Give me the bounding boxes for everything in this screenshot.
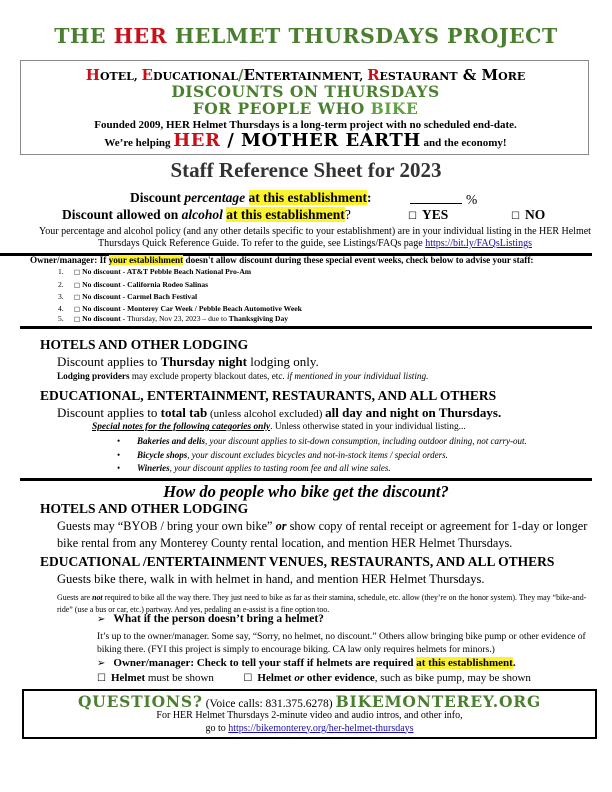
bullet-text: , your discount excludes bicycles and not-in-stock items / special orders. xyxy=(187,450,448,460)
opt2-bold-b: other evidence xyxy=(304,672,375,684)
how-lodging-heading: HOTELS AND OTHER LODGING xyxy=(40,501,249,516)
cap-h: H xyxy=(85,66,100,84)
checkbox-icon[interactable]: □ xyxy=(74,281,81,289)
divider xyxy=(20,326,592,329)
bullet-icon: • xyxy=(117,463,121,473)
event-extra: - Thursday, Nov 23, 2023 – due to xyxy=(120,314,229,323)
bullet-bold: Bicycle shops xyxy=(137,450,188,460)
edu-body-a: Discount applies to xyxy=(57,405,161,420)
policy-note-text: Your percentage and alcohol policy (and any other details specific to your establishment) are in your individual listing in the HER Helmet Thursdays Quick Reference Guide. To refer to the guide, see Listings/FAQs page xyxy=(39,226,591,249)
for-people-who: FOR PEOPLE WHO xyxy=(192,99,371,118)
how-lodging-b: show copy of rental receipt or agreement for 1-day or longer bike rental from any Monterey County rental location, and mention HER Helmet Thursdays. xyxy=(57,519,588,550)
discount-percentage-label xyxy=(130,190,372,206)
arrow-icon: ➢ xyxy=(97,614,106,625)
her-helmet-link[interactable]: https://bikemonterey.org/her-helmet-thursdays xyxy=(228,722,414,734)
pct-a: Discount xyxy=(130,190,185,205)
alcohol-no-checkbox[interactable] xyxy=(511,207,545,223)
edu-body-d: all day and night on Thursdays. xyxy=(325,405,502,420)
questions-label: QUESTIONS? xyxy=(77,692,203,711)
how-heading: How do people who bike get the discount? xyxy=(163,482,449,501)
owner-check-highlight: at this establishment xyxy=(416,657,513,669)
info-text: For HER Helmet Thursdays 2-minute video and audio intros, and other info, xyxy=(156,710,463,721)
event-text: - Monterey Car Week / Pebble Beach Automotive Week xyxy=(120,304,302,313)
bullet-bold: Bakeries and delis xyxy=(137,436,206,446)
yes-label: YES xyxy=(421,207,449,222)
honor-not: not xyxy=(92,593,103,602)
helmet-options xyxy=(97,672,531,684)
owner-check-a: Owner/manager: Check to tell your staff if helmets are required xyxy=(113,657,417,669)
lodging-note-a: Lodging providers xyxy=(57,371,130,381)
opt2-or: or xyxy=(294,672,305,684)
questions-line xyxy=(22,692,597,712)
event-item[interactable] xyxy=(58,292,197,301)
bullet-text: , your discount applies to sit-down consumption, including outdoor dining, not carry-out. xyxy=(205,436,527,446)
alc-b: allowed on xyxy=(116,207,182,222)
discounts-line-1: DISCOUNTS ON THURSDAYS xyxy=(171,82,440,101)
event-item[interactable] xyxy=(58,280,208,289)
special-notes xyxy=(92,422,466,432)
bullet-item xyxy=(117,436,527,446)
lodging-heading: HOTELS AND OTHER LODGING xyxy=(40,337,249,352)
how-lodging-a: Guests may “BYOB / bring your own bike” xyxy=(57,519,276,533)
slash: / xyxy=(238,66,244,84)
owner-check-b: . xyxy=(512,657,516,669)
honor-a: Guests are xyxy=(57,593,93,602)
checkbox-icon[interactable]: □ xyxy=(74,305,81,313)
helmet-required-option[interactable] xyxy=(97,672,214,684)
edu-body xyxy=(57,405,501,421)
bullet-icon: • xyxy=(117,436,121,446)
ampersand: & xyxy=(457,66,482,84)
no-helmet-a: What if the person xyxy=(113,613,208,625)
checkbox-icon[interactable]: □ xyxy=(74,315,81,323)
alcohol-yes-checkbox[interactable] xyxy=(408,207,448,223)
pct-d: : xyxy=(367,190,372,205)
helping-prefix: We’re helping xyxy=(104,137,174,149)
title-rest: HELMET THURSDAYS PROJECT xyxy=(174,24,558,48)
event-prefix: No discount xyxy=(82,280,121,289)
pct-b: percentage xyxy=(184,190,246,205)
no-helmet-body: It’s up to the owner/manager. Some say, “Sorry, no helmet, no discount.” Others allow bringing bike pump or other evidence of biking there. (FYI this project is simply to encourage biking. CA law only requires helmets for minors.) xyxy=(97,631,586,655)
arrow-icon: ➢ xyxy=(97,658,106,669)
questions-info xyxy=(22,710,597,735)
opt2-text: , such as bike pump, may be shown xyxy=(374,672,531,684)
event-number: 1. xyxy=(58,267,64,276)
percentage-blank[interactable] xyxy=(410,190,462,204)
helping-mother-earth: / MOTHER EARTH xyxy=(220,130,421,151)
event-item[interactable] xyxy=(58,314,288,323)
edu-body-b: total tab xyxy=(160,405,208,420)
word-otel: OTEL, xyxy=(99,70,142,83)
event-prefix: No discount xyxy=(82,314,121,323)
checkbox-icon[interactable]: □ xyxy=(74,268,81,276)
lodging-note xyxy=(57,371,428,381)
main-title xyxy=(0,24,612,48)
founded-line: Founded 2009, HER Helmet Thursdays is a long-term project with no scheduled end-date. xyxy=(94,119,517,131)
no-helmet-b: doesn’t bring a helmet? xyxy=(207,613,324,625)
lodging-body-b: Thursday night xyxy=(160,354,247,369)
bullet-bold: Wineries xyxy=(137,463,170,473)
checkbox-icon[interactable]: □ xyxy=(74,293,81,301)
event-number: 5. xyxy=(58,314,64,323)
special-notes-label: Special notes for the following categories only xyxy=(92,422,271,432)
divider xyxy=(20,478,592,481)
edu-body-c: (unless alcohol excluded) xyxy=(207,408,326,420)
how-lodging-body xyxy=(57,518,602,552)
voice-calls: (Voice calls: 831.375.6278) xyxy=(205,698,333,710)
bullet-text: , your discount applies to tasting room fee and all wine sales. xyxy=(169,463,391,473)
discount-percentage-field[interactable] xyxy=(410,190,477,208)
alc-c: alcohol xyxy=(181,207,223,222)
event-number: 3. xyxy=(58,292,64,301)
helping-her: HER xyxy=(173,130,221,151)
no-helmet-question xyxy=(97,613,324,625)
event-prefix: No discount xyxy=(82,292,121,301)
lodging-body xyxy=(57,354,319,370)
word-ore: ORE xyxy=(498,70,526,83)
event-item[interactable] xyxy=(58,267,251,276)
page-title: Staff Reference Sheet for 2023 xyxy=(170,158,442,182)
bullet-item xyxy=(117,450,448,460)
no-label: NO xyxy=(524,207,546,222)
edu-heading: EDUCATIONAL, ENTERTAINMENT, RESTAURANTS, AND ALL OTHERS xyxy=(40,388,497,403)
helmet-or-evidence-option[interactable] xyxy=(243,672,531,684)
honor-b: required to bike all the way there. They just need to bike as far as their stamina, schedule, etc. allow (they’re on the honor system). They may “bike-and-ride” (use a bus or car, etc.) partway. And yes, pedaling an e-assist is a fine option too. xyxy=(57,593,587,614)
policy-note xyxy=(30,226,600,250)
event-text: - California Rodeo Salinas xyxy=(120,280,209,289)
title-the: THE xyxy=(54,24,107,48)
site-name: BIKEMONTEREY.ORG xyxy=(335,692,542,711)
checkbox-icon[interactable]: ☐ xyxy=(511,211,520,222)
percent-symbol: % xyxy=(466,192,478,207)
event-text: - AT&T Pebble Beach National Pro-Am xyxy=(120,267,252,276)
faqs-listings-link[interactable]: https://bit.ly/FAQsListings xyxy=(425,238,532,249)
bullet-icon: • xyxy=(117,450,121,460)
word-ducational: DUCATIONAL xyxy=(152,70,238,83)
opt1-text: must be shown xyxy=(145,672,214,684)
opt1-bold: Helmet xyxy=(110,672,146,684)
event-number: 2. xyxy=(58,280,64,289)
alc-a: Discount xyxy=(62,207,117,222)
cap-r: R xyxy=(367,66,380,84)
owner-event-note xyxy=(30,255,600,265)
event-text: - Carmel Bach Festival xyxy=(120,292,198,301)
owner-note-a: Owner/manager: If xyxy=(30,255,109,265)
checkbox-icon[interactable]: ☐ xyxy=(408,211,417,222)
pct-c xyxy=(245,190,248,205)
checkbox-icon[interactable]: ☐ xyxy=(97,673,106,684)
event-prefix: No discount xyxy=(82,304,121,313)
event-prefix: No discount xyxy=(82,267,121,276)
word-estaurant: ESTAURANT xyxy=(379,70,458,83)
alcohol-discount-label xyxy=(62,207,351,223)
opt2-bold-a: Helmet xyxy=(257,672,295,684)
helping-line xyxy=(20,130,591,151)
cap-e2: E xyxy=(243,66,255,84)
lodging-note-c: if mentioned in your individual listing. xyxy=(287,371,429,381)
owner-helmet-check xyxy=(97,657,516,669)
cap-e: E xyxy=(141,66,153,84)
pct-highlight: at this establishment xyxy=(248,190,368,205)
how-edu-heading: EDUCATIONAL /ENTERTAINMENT VENUES, RESTAURANTS, AND ALL OTHERS xyxy=(40,554,555,569)
title-her: HER xyxy=(113,24,168,48)
lodging-body-a: Discount applies to xyxy=(57,354,161,369)
checkbox-icon[interactable]: ☐ xyxy=(243,673,253,684)
alc-highlight: at this establishment xyxy=(226,207,345,222)
event-item[interactable] xyxy=(58,304,302,313)
how-edu-body: Guests bike there, walk in with helmet in hand, and mention HER Helmet Thursdays. xyxy=(57,572,485,586)
go-to: go to xyxy=(205,722,229,734)
how-lodging-or: or xyxy=(275,519,287,533)
cap-m: M xyxy=(481,66,499,84)
owner-note-highlight: your establishment xyxy=(108,255,184,265)
owner-note-b: doesn't allow discount during these special event weeks, check below to advise your staff: xyxy=(183,255,534,265)
alc-e: ? xyxy=(344,207,351,222)
discounts-line-2 xyxy=(20,99,591,118)
bike-word: BIKE xyxy=(370,99,419,118)
event-number: 4. xyxy=(58,304,64,313)
special-notes-text: . Unless otherwise stated in your individual listing... xyxy=(270,422,466,432)
event-bold-tail: Thanksgiving Day xyxy=(228,314,289,323)
lodging-note-b: may exclude property blackout dates, etc. xyxy=(129,371,287,381)
lodging-body-c: lodging only. xyxy=(246,354,319,369)
bullet-item xyxy=(117,463,391,473)
helping-suffix: and the economy! xyxy=(420,137,507,149)
word-ntertainment: NTERTAINMENT, xyxy=(254,70,368,83)
